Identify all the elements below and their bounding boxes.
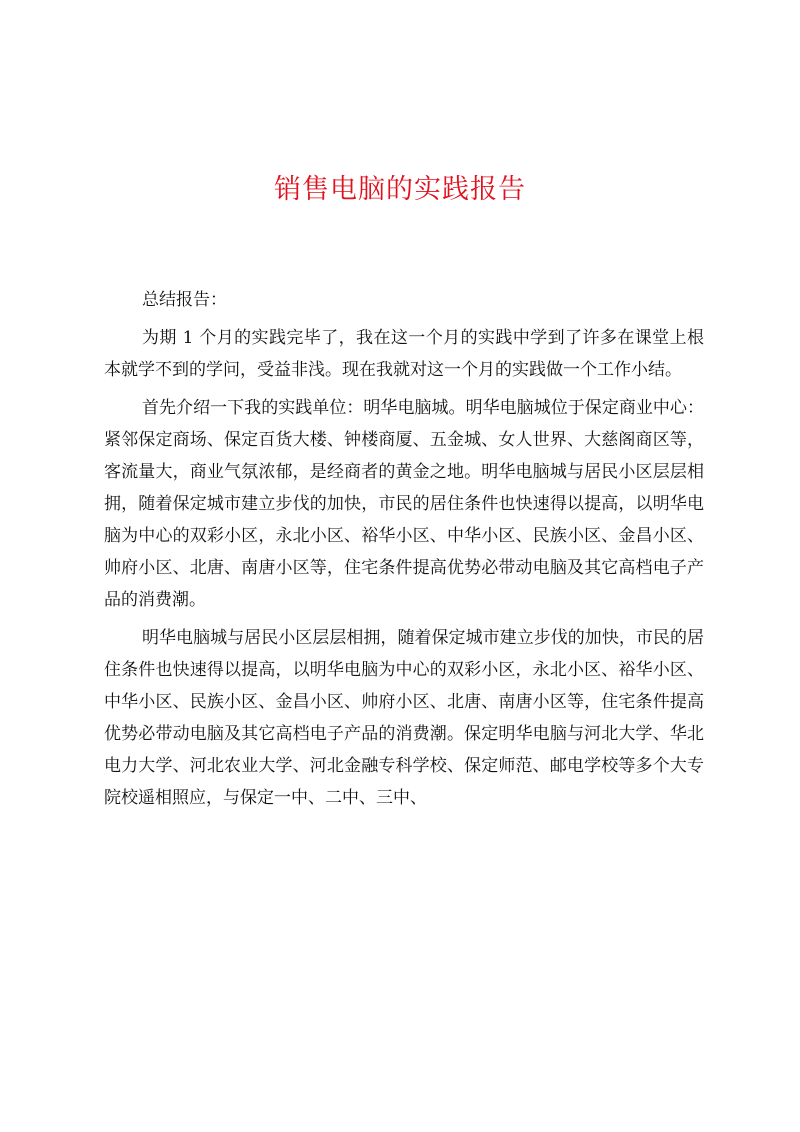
greeting-line: 总结报告： <box>142 290 227 310</box>
paragraph-intro: 为期 1 个月的实践完毕了，我在这一个月的实践中学到了许多在课堂上根本就学不到的学问，受益非浅。现在我就对这一个月的实践做一个工作小结。 <box>104 328 704 380</box>
document-title: 销售电脑的实践报告 <box>274 174 526 205</box>
paragraph-unit-introduction: 首先介绍一下我的实践单位：明华电脑城。明华电脑城位于保定商业中心：紧邻保定商场、保定百货大楼、钟楼商厦、五金城、女人世界、大慈阁商区等，客流量大，商业气氛浓郁，是经商者的黄金之地。明华电脑城与居民小区层层相拥，随着保定城市建立步伐的加快，市民的居住条件也快速得以提高，以明华电脑为中心的双彩小区，永北小区、裕华小区、中华小区、民族小区、金昌小区、帅府小区、北唐、南唐小区等，住宅条件提高优势必带动电脑及其它高档电子产品的消费潮。 <box>104 398 704 610</box>
document-body <box>104 284 704 820</box>
paragraph-surroundings: 明华电脑城与居民小区层层相拥，随着保定城市建立步伐的加快，市民的居住条件也快速得以提高，以明华电脑为中心的双彩小区，永北小区、裕华小区、中华小区、民族小区、金昌小区、帅府小区、北唐、南唐小区等，住宅条件提高优势必带动电脑及其它高档电子产品的消费潮。保定明华电脑与河北大学、华北电力大学、河北农业大学、河北金融专科学校、保定师范、邮电学校等多个大专院校遥相照应，与保定一中、二中、三中、 <box>104 628 704 808</box>
